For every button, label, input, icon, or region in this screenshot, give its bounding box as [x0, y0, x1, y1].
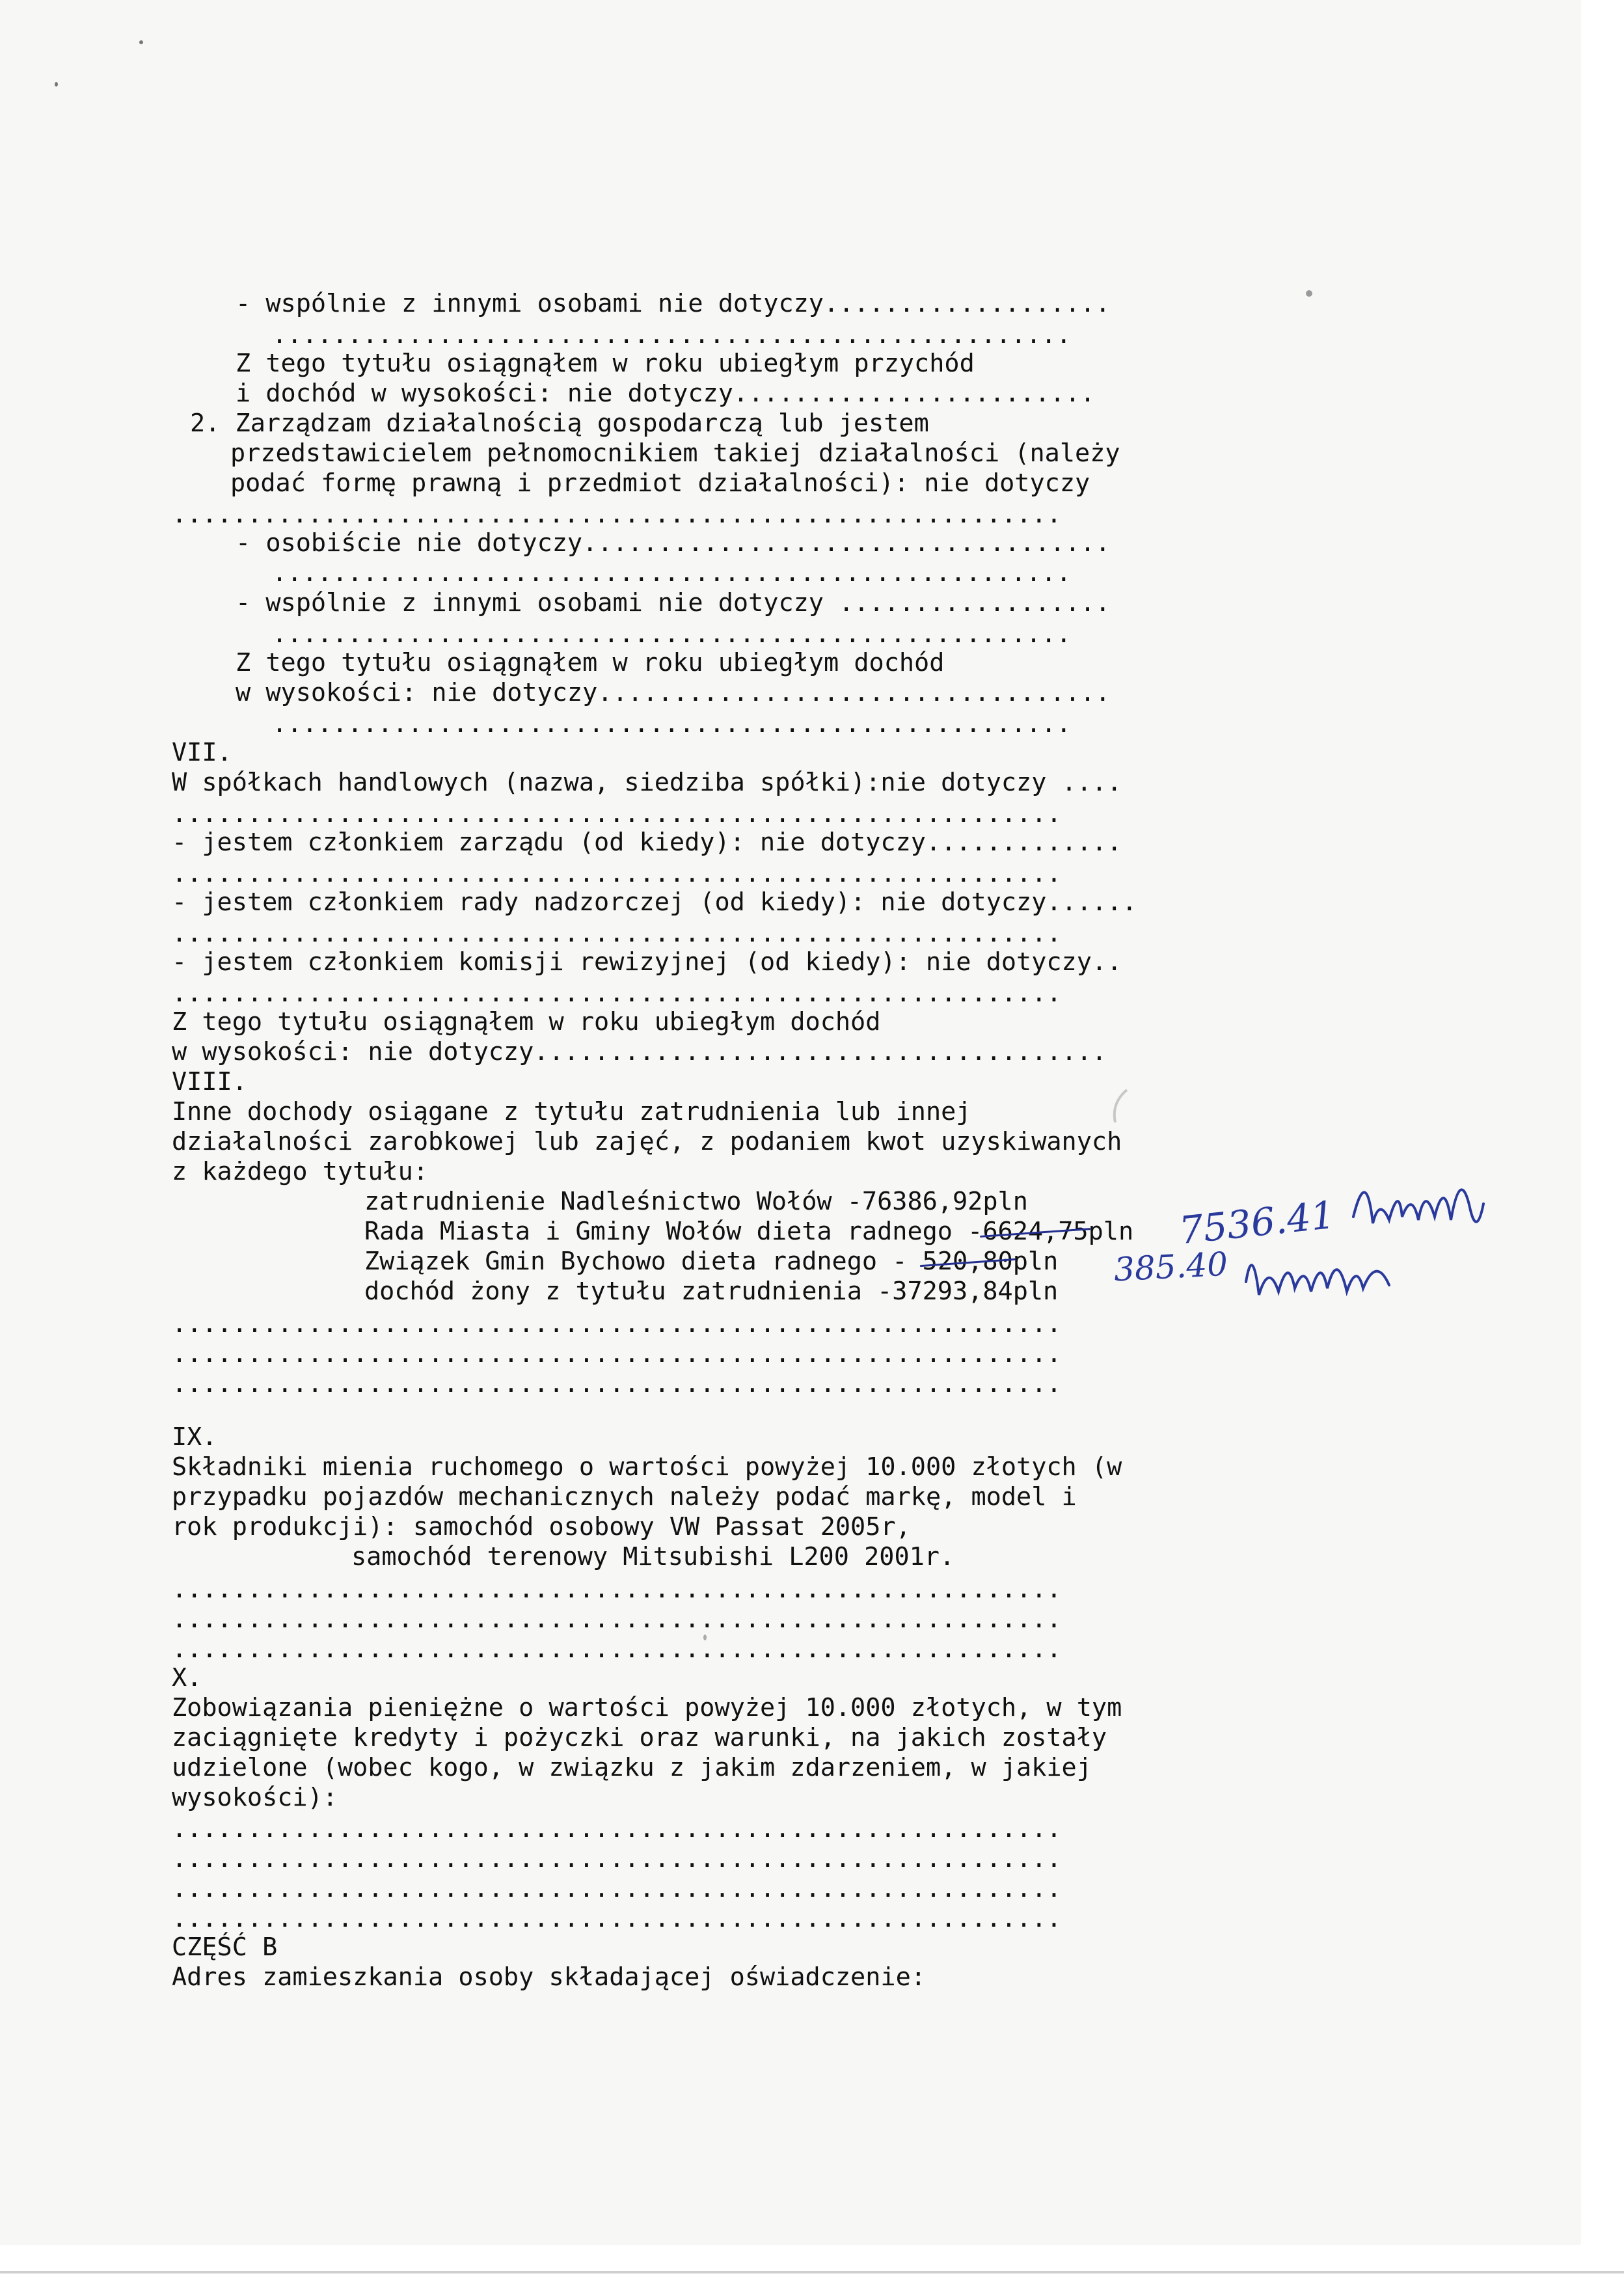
section-heading-x: X. [172, 1663, 202, 1692]
dotted-line: ........................................................... [172, 919, 1062, 948]
dotted-line: ........................................................... [172, 799, 1062, 828]
doc-line-11: - wspólnie z innymi osobami nie dotyczy .................. [236, 588, 1111, 618]
struck-amount: 6624,75 [982, 1217, 1089, 1246]
handwritten-correction-2: 385.40 [1113, 1245, 1229, 1289]
doc-line-1: - wspólnie z innymi osobami nie dotyczy................... [236, 289, 1111, 318]
doc-line-25: Z tego tytułu osiągnąłem w roku ubiegłym dochód [172, 1007, 881, 1037]
doc-line-43: Składniki mienia ruchomego o wartości powyżej 10.000 złotych (w [172, 1452, 1122, 1482]
doc-line-4: i dochód w wysokości: nie dotyczy........................ [236, 379, 1096, 408]
doc-line-54: wysokości): [172, 1783, 338, 1812]
dotted-line: ........................................................... [172, 1844, 1062, 1873]
doc-line-28: Inne dochody osiągane z tytułu zatrudnienia lub innej [172, 1097, 971, 1126]
dotted-line: ........................................................... [172, 1575, 1062, 1604]
section-heading-vii: VII. [172, 738, 232, 767]
scan-speck [139, 40, 143, 44]
doc-line-29: działalności zarobkowej lub zajęć, z podaniem kwot uzyskiwanych [172, 1127, 1122, 1156]
dotted-line: ..................................................... [272, 320, 1072, 349]
doc-line-60: Adres zamieszkania osoby składającej oświadczenie: [172, 1962, 926, 1992]
scan-speck [55, 82, 58, 87]
doc-line-3: Z tego tytułu osiągnąłem w roku ubiegłym przychód [236, 349, 975, 378]
struck-amount: 520,80 [922, 1247, 1013, 1276]
income-line-union [364, 1249, 1058, 1275]
doc-line-30: z każdego tytułu: [172, 1157, 429, 1186]
currency-suffix: pln [1012, 1247, 1059, 1276]
union-label: Związek Gmin Bychowo dieta radnego - [364, 1247, 908, 1276]
council-label: Rada Miasta i Gminy Wołów dieta radnego - [364, 1217, 983, 1246]
dotted-line: ..................................................... [272, 619, 1072, 649]
dotted-line: ........................................................... [172, 1309, 1062, 1338]
dotted-line: ........................................................... [172, 1904, 1062, 1933]
currency-suffix: pln [1088, 1217, 1134, 1246]
part-b-heading: CZĘŚĆ B [172, 1933, 278, 1962]
doc-line-45: rok produkcji): samochód osobowy VW Passat 2005r, [172, 1512, 911, 1541]
section-heading-ix: IX. [172, 1422, 217, 1452]
doc-line-13: Z tego tytułu osiągnąłem w roku ubiegłym dochód [236, 648, 945, 677]
dotted-line: ..................................................... [272, 558, 1072, 588]
scan-margin-right [1581, 0, 1624, 2280]
income-line-employment: zatrudnienie Nadleśnictwo Wołów -76386,92pln [364, 1187, 1028, 1216]
dotted-line: ........................................................... [172, 979, 1062, 1008]
doc-line-6: przedstawicielem pełnomocnikiem takiej działalności (należy [230, 439, 1120, 468]
doc-line-19: - jestem członkiem zarządu (od kiedy): nie dotyczy............. [172, 828, 1122, 857]
doc-line-46: samochód terenowy Mitsubishi L200 2001r. [351, 1542, 955, 1571]
dotted-line: ........................................................... [172, 500, 1062, 529]
income-line-council [364, 1219, 1133, 1245]
signature-mark-1 [1340, 1158, 1490, 1249]
dotted-line: ........................................................... [172, 1339, 1062, 1368]
doc-line-7: podać formę prawną i przedmiot działalności): nie dotyczy [230, 468, 1090, 498]
scan-margin-bottom [0, 2245, 1624, 2280]
doc-line-5: 2. Zarządzam działalnością gospodarczą lub jestem [190, 409, 929, 438]
doc-line-53: udzielone (wobec kogo, w związku z jakim zdarzeniem, w jakiej [172, 1753, 1092, 1782]
doc-line-51: Zobowiązania pieniężne o wartości powyżej 10.000 złotych, w tym [172, 1693, 1122, 1722]
doc-line-44: przypadku pojazdów mechanicznych należy podać markę, model i [172, 1482, 1077, 1512]
doc-line-17: W spółkach handlowych (nazwa, siedziba spółki):nie dotyczy .... [172, 768, 1122, 797]
dotted-line: ........................................................... [172, 1814, 1062, 1843]
dotted-line: ..................................................... [272, 709, 1072, 739]
space-gap [907, 1247, 922, 1276]
doc-line-23: - jestem członkiem komisji rewizyjnej (od kiedy): nie dotyczy.. [172, 947, 1122, 977]
signature-mark-2 [1236, 1236, 1405, 1314]
section-heading-viii: VIII. [172, 1067, 247, 1096]
dotted-line: ........................................................... [172, 1635, 1062, 1664]
doc-line-26: w wysokości: nie dotyczy...................................... [172, 1037, 1107, 1066]
handwritten-correction-1: 7536.41 [1177, 1192, 1337, 1253]
dotted-line: ........................................................... [172, 1369, 1062, 1398]
scan-speck [1306, 290, 1312, 297]
dotted-line: ........................................................... [172, 1874, 1062, 1903]
doc-line-52: zaciągnięte kredyty i pożyczki oraz warunki, na jakich zostały [172, 1723, 1107, 1752]
doc-line-14: w wysokości: nie dotyczy.................................. [236, 678, 1111, 707]
dotted-line: ........................................................... [172, 1605, 1062, 1634]
doc-line-9: - osobiście nie dotyczy................................... [236, 528, 1111, 558]
dotted-line: ........................................................... [172, 859, 1062, 888]
income-line-spouse: dochód żony z tytułu zatrudnienia -37293,84pln [364, 1277, 1059, 1306]
doc-line-21: - jestem członkiem rady nadzorczej (od kiedy): nie dotyczy...... [172, 888, 1137, 917]
pencil-mark [1106, 1087, 1132, 1126]
